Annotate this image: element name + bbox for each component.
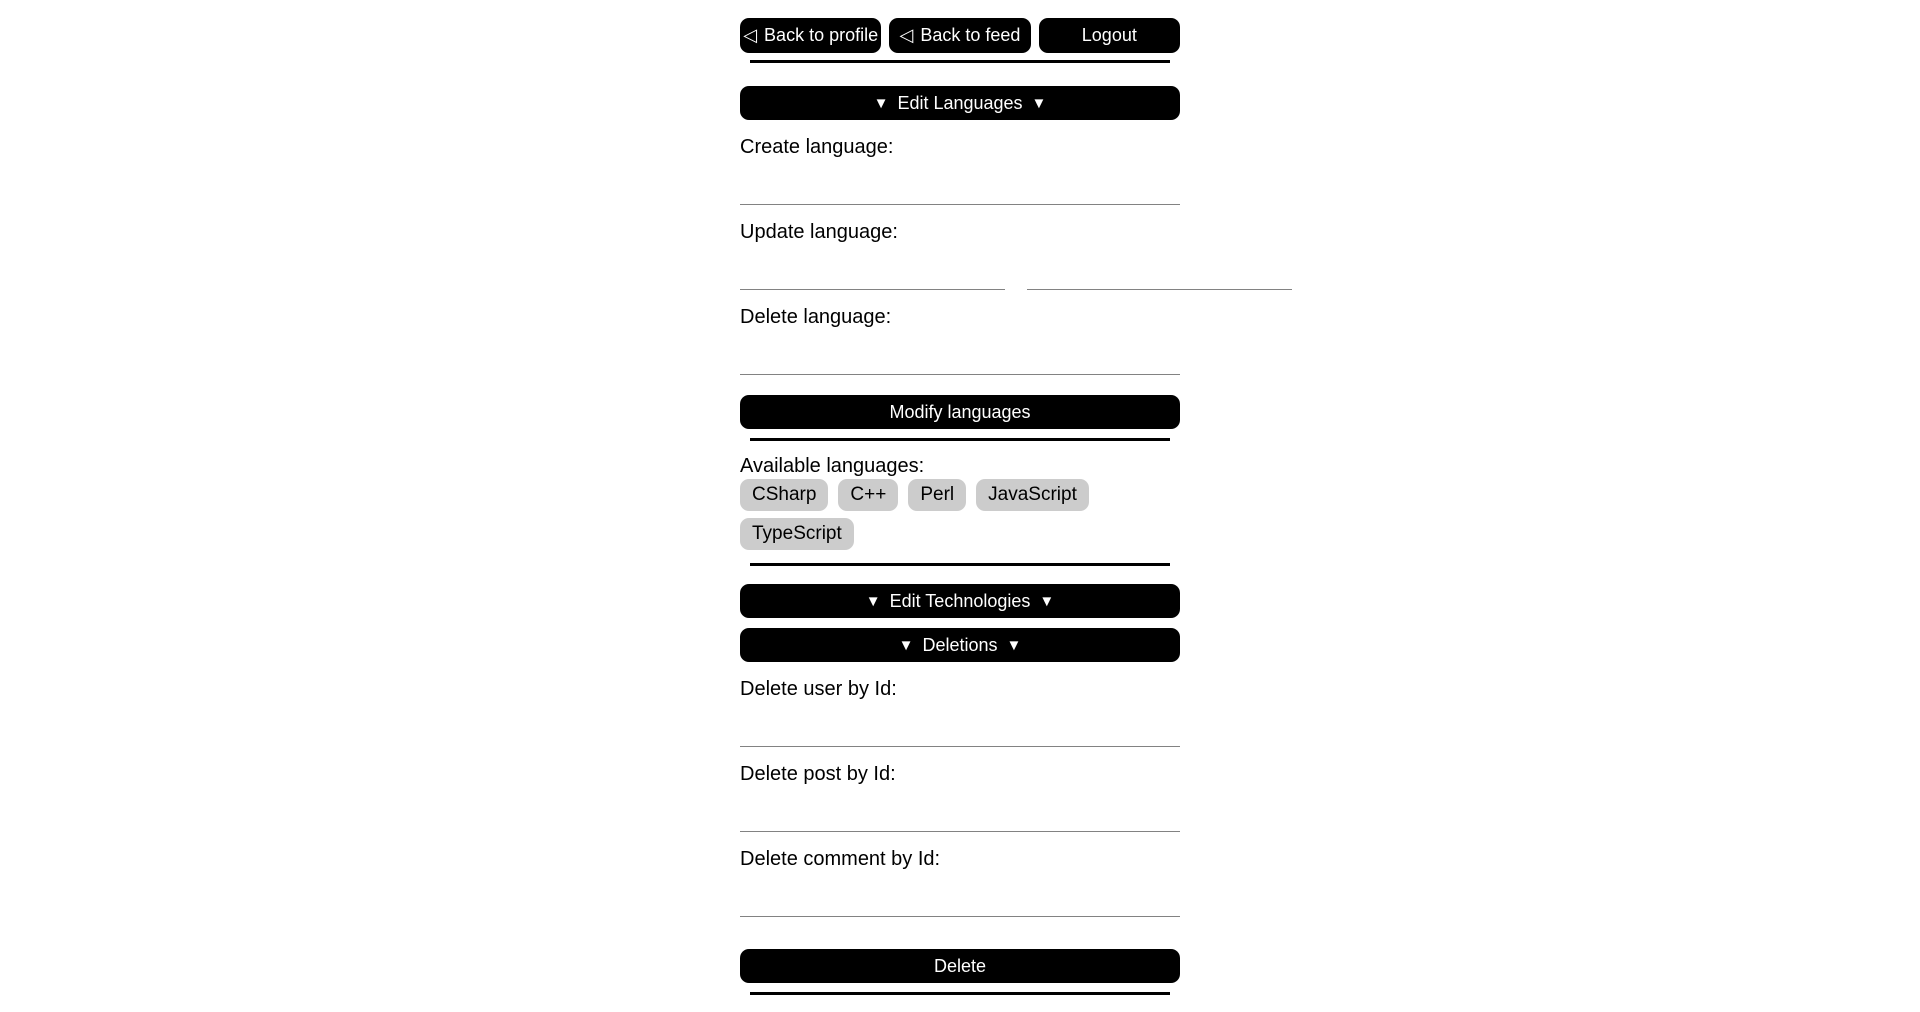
caret-down-icon: ▼ <box>1006 636 1022 654</box>
delete-comment-label: Delete comment by Id: <box>740 848 941 870</box>
back-to-profile-label: Back to profile <box>764 25 879 45</box>
back-arrow-icon: ◁ <box>899 25 914 45</box>
divider <box>750 438 1170 441</box>
delete-user-id-input[interactable] <box>740 705 1180 747</box>
update-language-row <box>740 244 1180 290</box>
back-to-feed-button[interactable] <box>889 18 1030 53</box>
language-tag-list <box>740 479 1180 550</box>
back-to-profile-button[interactable] <box>740 18 881 53</box>
delete-language-label: Delete language: <box>740 306 892 328</box>
delete-comment-id-input[interactable] <box>740 875 1180 917</box>
create-language-label: Create language: <box>740 136 894 158</box>
delete-post-label: Delete post by Id: <box>740 763 896 785</box>
deletions-label: Deletions <box>922 634 998 655</box>
delete-language-input[interactable] <box>740 333 1180 375</box>
language-tag: TypeScript <box>740 518 854 550</box>
caret-down-icon: ▼ <box>898 636 914 654</box>
caret-down-icon: ▼ <box>865 592 881 610</box>
caret-down-icon: ▼ <box>873 94 889 112</box>
update-language-new-name-input[interactable] <box>1027 248 1292 290</box>
admin-panel-column <box>740 0 1180 995</box>
language-tag: CSharp <box>740 479 828 511</box>
create-language-input[interactable] <box>740 163 1180 205</box>
caret-down-icon: ▼ <box>1031 94 1047 112</box>
logout-label: Logout <box>1081 25 1137 45</box>
edit-languages-toggle[interactable] <box>740 86 1180 120</box>
caret-down-icon: ▼ <box>1039 592 1055 610</box>
back-arrow-icon: ◁ <box>743 25 758 45</box>
update-language-label: Update language: <box>740 221 898 243</box>
divider <box>750 60 1170 63</box>
edit-languages-label: Edit Languages <box>897 92 1023 113</box>
delete-post-id-input[interactable] <box>740 790 1180 832</box>
update-language-name-input[interactable] <box>740 248 1005 290</box>
language-tag: JavaScript <box>976 479 1089 511</box>
deletions-toggle[interactable] <box>740 628 1180 662</box>
edit-technologies-label: Edit Technologies <box>889 590 1031 611</box>
available-languages-label: Available languages: <box>740 455 925 477</box>
language-tag: Perl <box>908 479 966 511</box>
toolbar <box>740 18 1180 53</box>
edit-technologies-toggle[interactable] <box>740 584 1180 618</box>
language-tag: C++ <box>838 479 898 511</box>
divider <box>750 992 1170 995</box>
delete-button-label: Delete <box>933 955 987 976</box>
modify-languages-label: Modify languages <box>889 401 1031 422</box>
modify-languages-button[interactable] <box>740 395 1180 429</box>
delete-user-label: Delete user by Id: <box>740 678 897 700</box>
divider <box>750 563 1170 566</box>
logout-button[interactable] <box>1039 18 1180 53</box>
back-to-feed-label: Back to feed <box>920 25 1021 45</box>
delete-button[interactable] <box>740 949 1180 983</box>
